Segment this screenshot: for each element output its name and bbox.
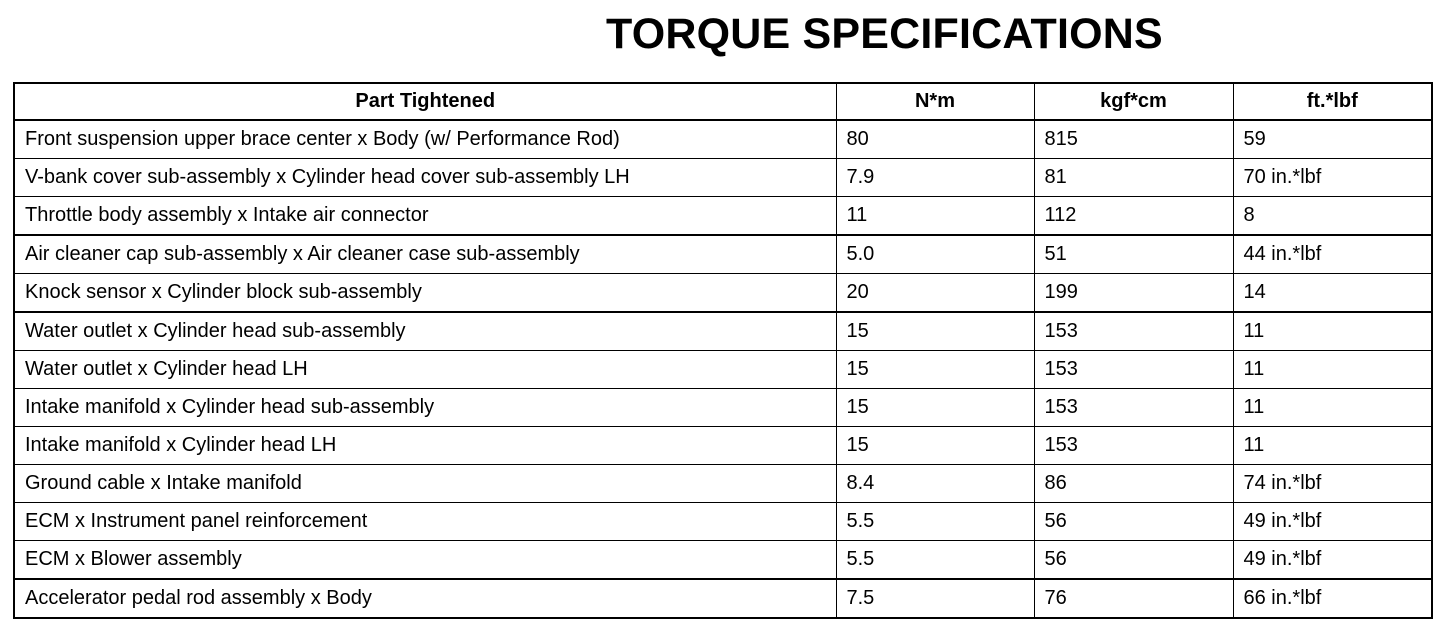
cell-nm: 80 xyxy=(836,120,1034,159)
table-row xyxy=(14,427,1432,465)
cell-kgf-cm: 51 xyxy=(1034,235,1233,274)
header-part-tightened: Part Tightened xyxy=(14,83,836,120)
cell-ft-lbf: 11 xyxy=(1233,427,1432,465)
header-row xyxy=(14,83,1432,120)
table-row xyxy=(14,274,1432,313)
cell-ft-lbf: 59 xyxy=(1233,120,1432,159)
cell-nm: 7.9 xyxy=(836,159,1034,197)
cell-kgf-cm: 56 xyxy=(1034,541,1233,580)
cell-kgf-cm: 199 xyxy=(1034,274,1233,313)
cell-part: Water outlet x Cylinder head LH xyxy=(14,351,836,389)
table-row xyxy=(14,389,1432,427)
cell-part: Water outlet x Cylinder head sub-assembly xyxy=(14,312,836,351)
table-row xyxy=(14,465,1432,503)
cell-ft-lbf: 11 xyxy=(1233,389,1432,427)
cell-ft-lbf: 11 xyxy=(1233,351,1432,389)
cell-kgf-cm: 815 xyxy=(1034,120,1233,159)
cell-nm: 8.4 xyxy=(836,465,1034,503)
cell-nm: 7.5 xyxy=(836,579,1034,618)
cell-ft-lbf: 8 xyxy=(1233,197,1432,236)
cell-kgf-cm: 81 xyxy=(1034,159,1233,197)
header-nm: N*m xyxy=(836,83,1034,120)
header-kgf-cm: kgf*cm xyxy=(1034,83,1233,120)
cell-kgf-cm: 76 xyxy=(1034,579,1233,618)
torque-spec-table xyxy=(13,82,1433,619)
cell-part: Intake manifold x Cylinder head sub-assembly xyxy=(14,389,836,427)
cell-kgf-cm: 153 xyxy=(1034,351,1233,389)
cell-kgf-cm: 112 xyxy=(1034,197,1233,236)
cell-nm: 20 xyxy=(836,274,1034,313)
cell-ft-lbf: 70 in.*lbf xyxy=(1233,159,1432,197)
cell-nm: 15 xyxy=(836,389,1034,427)
cell-part: ECM x Blower assembly xyxy=(14,541,836,580)
table-row xyxy=(14,159,1432,197)
cell-nm: 15 xyxy=(836,312,1034,351)
cell-ft-lbf: 14 xyxy=(1233,274,1432,313)
table-row xyxy=(14,503,1432,541)
cell-ft-lbf: 66 in.*lbf xyxy=(1233,579,1432,618)
table-row xyxy=(14,235,1432,274)
table-row xyxy=(14,312,1432,351)
table-row xyxy=(14,197,1432,236)
cell-ft-lbf: 44 in.*lbf xyxy=(1233,235,1432,274)
cell-ft-lbf: 49 in.*lbf xyxy=(1233,503,1432,541)
cell-nm: 15 xyxy=(836,427,1034,465)
page-title: TORQUE SPECIFICATIONS xyxy=(606,10,1163,58)
cell-part: Ground cable x Intake manifold xyxy=(14,465,836,503)
cell-part: Air cleaner cap sub-assembly x Air cleaner case sub-assembly xyxy=(14,235,836,274)
table-row xyxy=(14,351,1432,389)
cell-nm: 11 xyxy=(836,197,1034,236)
cell-nm: 5.5 xyxy=(836,541,1034,580)
table-row xyxy=(14,541,1432,580)
table-row xyxy=(14,579,1432,618)
cell-kgf-cm: 86 xyxy=(1034,465,1233,503)
cell-part: Knock sensor x Cylinder block sub-assembly xyxy=(14,274,836,313)
cell-kgf-cm: 153 xyxy=(1034,389,1233,427)
cell-kgf-cm: 153 xyxy=(1034,312,1233,351)
table-header xyxy=(14,83,1432,120)
cell-part: Throttle body assembly x Intake air connector xyxy=(14,197,836,236)
table-body xyxy=(14,120,1432,618)
cell-nm: 15 xyxy=(836,351,1034,389)
cell-part: Accelerator pedal rod assembly x Body xyxy=(14,579,836,618)
cell-nm: 5.5 xyxy=(836,503,1034,541)
cell-part: ECM x Instrument panel reinforcement xyxy=(14,503,836,541)
cell-kgf-cm: 56 xyxy=(1034,503,1233,541)
cell-part: Front suspension upper brace center x Body (w/ Performance Rod) xyxy=(14,120,836,159)
cell-kgf-cm: 153 xyxy=(1034,427,1233,465)
header-ft-lbf: ft.*lbf xyxy=(1233,83,1432,120)
cell-nm: 5.0 xyxy=(836,235,1034,274)
cell-part: V-bank cover sub-assembly x Cylinder head cover sub-assembly LH xyxy=(14,159,836,197)
table-row xyxy=(14,120,1432,159)
cell-part: Intake manifold x Cylinder head LH xyxy=(14,427,836,465)
cell-ft-lbf: 11 xyxy=(1233,312,1432,351)
cell-ft-lbf: 49 in.*lbf xyxy=(1233,541,1432,580)
cell-ft-lbf: 74 in.*lbf xyxy=(1233,465,1432,503)
